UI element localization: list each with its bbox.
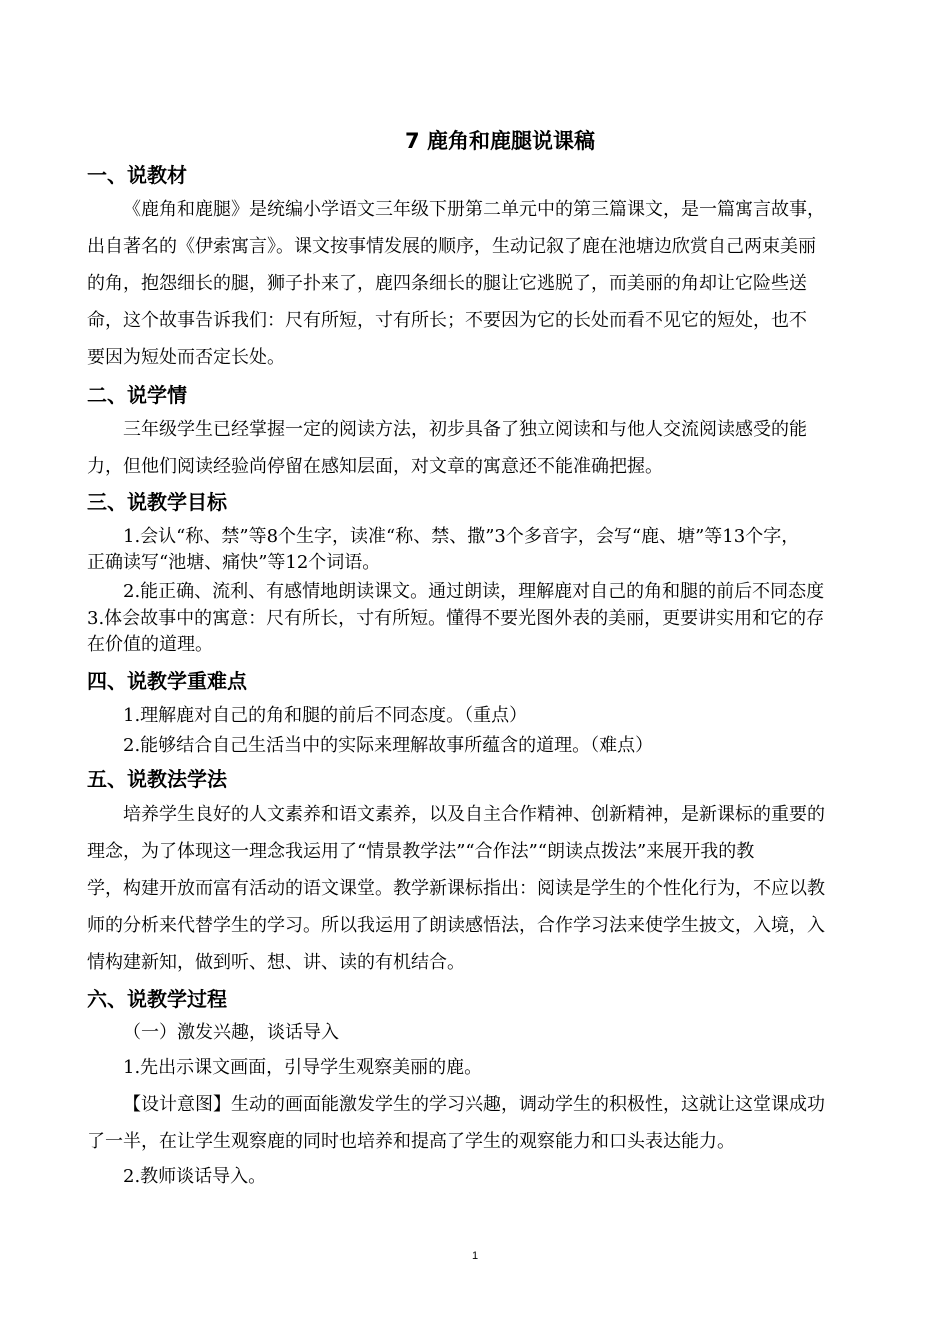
paragraph-line: 三年级学生已经掌握一定的阅读方法，初步具备了独立阅读和与他人交流阅读感受的能 [123, 419, 807, 440]
paragraph-line: 《鹿角和鹿腿》是统编小学语文三年级下册第二单元中的第三篇课文，是一篇寓言故事， [123, 199, 825, 220]
paragraph-line: 了一半，在让学生观察鹿的同时也培养和提高了学生的观察能力和口头表达能力。 [87, 1131, 735, 1152]
paragraph-line: 【设计意图】生动的画面能激发学生的学习兴趣，调动学生的积极性，这就让这堂课成功 [123, 1094, 825, 1115]
paragraph-line: 师的分析来代替学生的学习。所以我运用了朗读感悟法，合作学习法来使学生披文，入境，入 [87, 915, 825, 936]
paragraph-line: 2.能够结合自己生活当中的实际来理解故事所蕴含的道理。（难点） [123, 735, 654, 756]
paragraph-line: （一）激发兴趣，谈话导入 [123, 1022, 339, 1043]
page-number: 1 [471, 1250, 479, 1262]
paragraph-line: 在价值的道理。 [87, 634, 213, 655]
section-heading: 一、说教材 [87, 163, 187, 187]
paragraph-line: 正确读写“池塘、痛快”等12个词语。 [87, 552, 381, 573]
section-heading: 六、说教学过程 [87, 987, 227, 1011]
document-title: 7 鹿角和鹿腿说课稿 [405, 129, 595, 153]
paragraph-line: 2.教师谈话导入。 [123, 1166, 267, 1187]
paragraph-line: 命，这个故事告诉我们：尺有所短，寸有所长；不要因为它的长处而看不见它的短处，也不 [87, 310, 807, 331]
paragraph-line: 1.先出示课文画面，引导学生观察美丽的鹿。 [123, 1057, 483, 1078]
paragraph-line: 出自著名的《伊索寓言》。课文按事情发展的顺序，生动记叙了鹿在池塘边欣赏自己两束美丽 [87, 236, 816, 257]
section-heading: 三、说教学目标 [87, 490, 227, 514]
paragraph-line: 学，构建开放而富有活动的语文课堂。教学新课标指出：阅读是学生的个性化行为，不应以教 [87, 878, 825, 899]
paragraph-line: 情构建新知，做到听、想、讲、读的有机结合。 [87, 952, 465, 973]
paragraph-line: 3.体会故事中的寓意：尺有所长，寸有所短。懂得不要光图外表的美丽，更要讲实用和它的存 [87, 608, 825, 629]
paragraph-line: 培养学生良好的人文素养和语文素养，以及自主合作精神、创新精神，是新课标的重要的 [123, 804, 825, 825]
paragraph-line: 1.理解鹿对自己的角和腿的前后不同态度。（重点） [123, 705, 528, 726]
section-heading: 二、说学情 [87, 383, 187, 407]
section-heading: 四、说教学重难点 [87, 669, 247, 693]
paragraph-line: 要因为短处而否定长处。 [87, 347, 285, 368]
paragraph-line: 的角，抱怨细长的腿，狮子扑来了，鹿四条细长的腿让它逃脱了，而美丽的角却让它险些送 [87, 273, 807, 294]
paragraph-line: 2.能正确、流利、有感情地朗读课文。通过朗读，理解鹿对自己的角和腿的前后不同态度 [123, 581, 825, 602]
paragraph-line: 理念，为了体现这一理念我运用了“情景教学法”“合作法”“朗读点拨法”来展开我的教 [87, 841, 755, 862]
paragraph-line: 1.会认“称、禁”等8个生字，读准“称、禁、撒”3个多音字，会写“鹿、塘”等13个字， [123, 526, 800, 547]
section-heading: 五、说教法学法 [87, 767, 227, 791]
paragraph-line: 力，但他们阅读经验尚停留在感知层面，对文章的寓意还不能准确把握。 [87, 456, 663, 477]
